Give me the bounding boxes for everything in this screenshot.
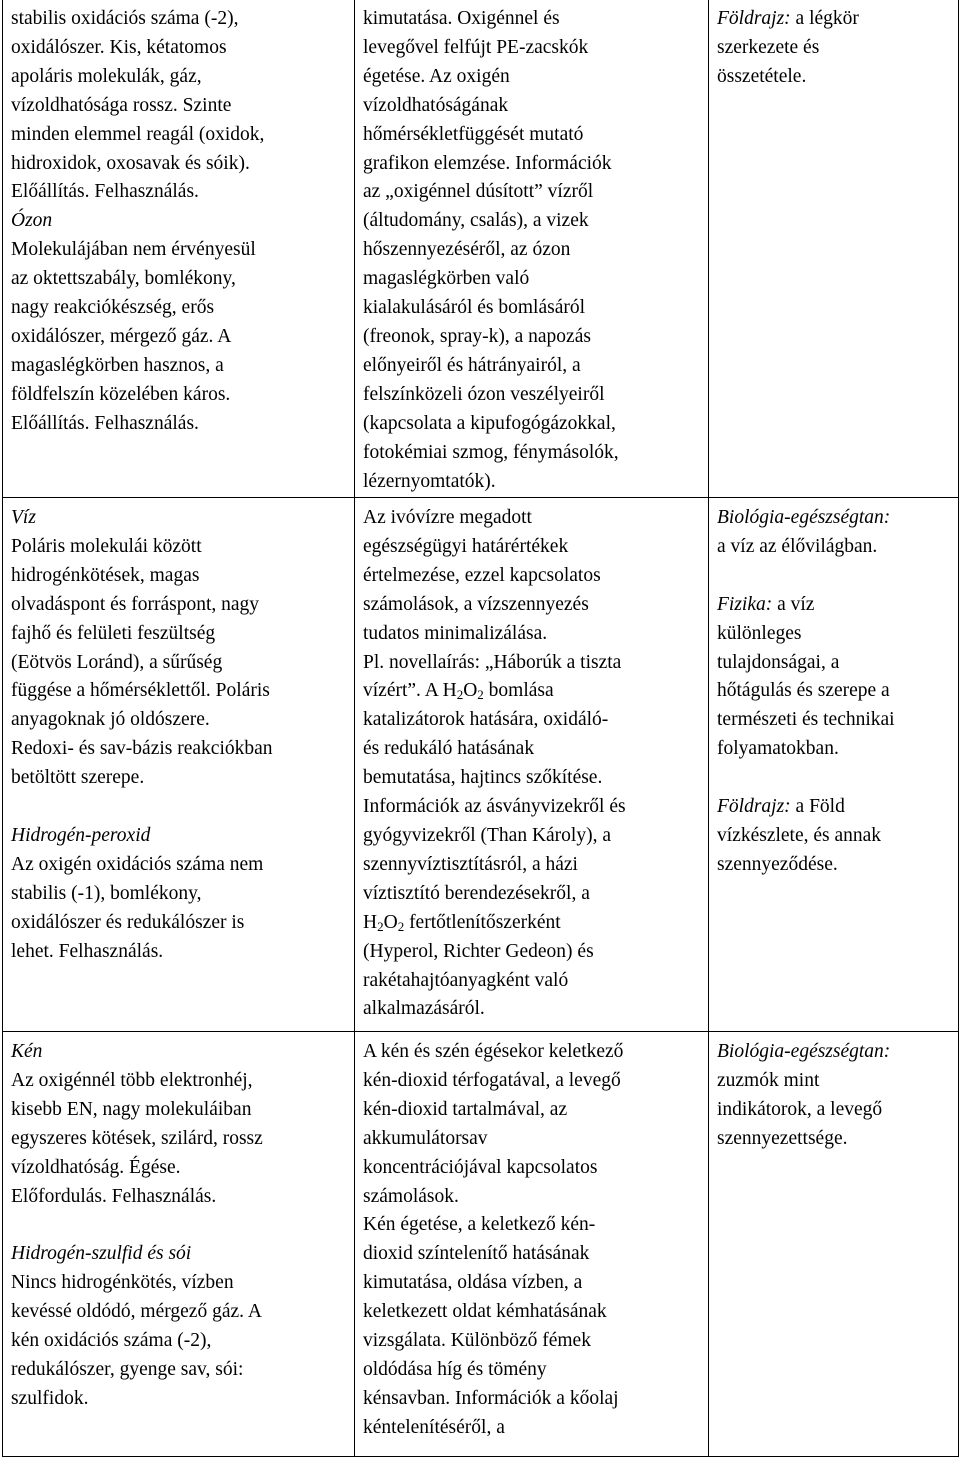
text-line: kevéssé oldódó, mérgező gáz. A	[11, 1301, 262, 1323]
text-line: dioxid színtelenítő hatásának	[363, 1243, 590, 1265]
text-line: az oktettszabály, bomlékony,	[11, 268, 236, 290]
section-heading-szulfid: Hidrogén-szulfid és sói	[11, 1243, 192, 1265]
curriculum-table	[2, 0, 959, 1457]
text-line: előnyeiről és hátrányairól, a	[363, 354, 581, 376]
text-line: anyagoknak jó oldószere.	[11, 709, 210, 731]
subscript: 2	[456, 687, 464, 703]
text-line: (kapcsolata a kipufogógázokkal,	[363, 412, 616, 434]
connections-cell	[709, 1032, 959, 1457]
text-fragment: O	[383, 911, 398, 933]
text-line: oxidálószer. Kis, kétatomos	[11, 36, 227, 58]
text-line: nagy reakciókészség, erős	[11, 297, 215, 319]
section-heading-ozon: Ózon	[11, 210, 53, 232]
text-line: Előállítás. Felhasználás.	[11, 412, 199, 434]
text-line: kimutatása, oldása vízben, a	[363, 1272, 583, 1294]
text-line: szennyeződése.	[717, 853, 838, 875]
table-row	[3, 0, 959, 498]
text-line: magaslégkörben hasznos, a	[11, 354, 224, 376]
text-line: redukálószer, gyenge sav, sói:	[11, 1358, 244, 1380]
text-line: zuzmók mint	[717, 1069, 820, 1091]
text-line: kénsavban. Információk a kőolaj	[363, 1387, 619, 1409]
text-line: oxidálószer, mérgező gáz. A	[11, 325, 232, 347]
text-line: indikátorok, a levegő	[717, 1098, 883, 1120]
text-fragment: vízért”. A H	[363, 680, 457, 702]
text-line: természeti és technikai	[717, 709, 895, 731]
content-cell	[3, 1032, 355, 1457]
subject-text: a légkör	[795, 8, 859, 29]
text-line: különleges	[717, 622, 802, 644]
text-line: keletkezett oldat kémhatásának	[363, 1301, 607, 1323]
text-line: vízoldhatósága rossz. Szinte	[11, 94, 232, 116]
text-line: lehet. Felhasználás.	[11, 940, 164, 962]
connections-cell	[709, 0, 959, 498]
text-line: víztisztító berendezésekről, a	[363, 882, 590, 904]
text-line: Kén égetése, a keletkező kén-	[363, 1214, 596, 1236]
text-line: égetése. Az oxigén	[363, 65, 510, 87]
text-line	[717, 591, 952, 620]
text-line	[717, 793, 952, 822]
text-line: az „oxigénnel dúsított” vízről	[363, 181, 594, 203]
content-cell	[3, 0, 355, 498]
text-line: hidroxidok, oxosavak és sóik).	[11, 152, 250, 174]
spacer	[717, 764, 952, 793]
text-line: a víz az élővilágban.	[717, 535, 878, 557]
text-line: kialakulásáról és bomlásáról	[363, 297, 586, 319]
table-row	[3, 1032, 959, 1457]
text-line: fajhő és felületi feszültség	[11, 622, 216, 644]
text-line: kén oxidációs száma (-2),	[11, 1330, 212, 1352]
text-line: grafikon elemzése. Információk	[363, 152, 612, 174]
text-line: kéntelenítéséről, a	[363, 1416, 505, 1438]
text-line: betöltött szerepe.	[11, 767, 145, 789]
text-fragment: O	[463, 680, 478, 702]
text-line: szulfidok.	[11, 1387, 89, 1409]
subject-label: Biológia-egészségtan:	[717, 507, 891, 528]
text-line: Előállítás. Felhasználás.	[11, 181, 199, 203]
text-line: hőmérsékletfüggését mutató	[363, 123, 584, 145]
text-line: stabilis (-1), bomlékony,	[11, 882, 202, 904]
text-line: Az ivóvízre megadott	[363, 507, 532, 528]
text-line: vízoldhatóságának	[363, 94, 509, 116]
content-cell	[3, 498, 355, 1032]
text-line: Molekulájában nem érvényesül	[11, 239, 256, 261]
text-line: földfelszín közelében káros.	[11, 383, 231, 405]
text-line	[363, 909, 702, 938]
table-row	[3, 498, 959, 1032]
text-line: apoláris molekulák, gáz,	[11, 65, 202, 87]
subject-label: Földrajz:	[717, 8, 791, 29]
section-heading-peroxid: Hidrogén-peroxid	[11, 824, 151, 846]
text-line	[363, 677, 702, 706]
subject-label: Fizika:	[717, 593, 773, 615]
text-line: katalizátorok hatására, oxidáló-	[363, 709, 609, 731]
subscript: 2	[477, 687, 484, 703]
text-fragment: H	[363, 911, 378, 933]
text-line: számolások, a vízszennyezés	[363, 593, 589, 615]
section-heading-viz: Víz	[11, 507, 36, 528]
text-line: (Hyperol, Richter Gedeon) és	[363, 940, 594, 962]
text-line: rakétahajtóanyagként való	[363, 969, 569, 991]
text-line: fotokémiai szmog, fénymásolók,	[363, 441, 619, 463]
text-line: tulajdonságai, a	[717, 651, 840, 673]
text-line: A kén és szén égésekor keletkező	[363, 1041, 624, 1062]
text-line: értelmezése, ezzel kapcsolatos	[363, 564, 601, 586]
text-line: folyamatokban.	[717, 738, 839, 760]
text-line: vízkészlete, és annak	[717, 824, 882, 846]
connections-cell	[709, 498, 959, 1032]
text-line: minden elemmel reagál (oxidok,	[11, 123, 265, 145]
text-line: Pl. novellaírás: „Háborúk a tiszta	[363, 651, 622, 673]
text-line: függése a hőmérséklettől. Poláris	[11, 680, 270, 702]
subject-text: a Föld	[795, 796, 845, 818]
text-line: kisebb EN, nagy molekuláiban	[11, 1098, 252, 1120]
text-line: hidrogénkötések, magas	[11, 564, 200, 586]
subscript: 2	[377, 918, 384, 934]
ozon-properties	[11, 236, 348, 438]
text-line: Előfordulás. Felhasználás.	[11, 1185, 217, 1207]
text-line: vízoldhatóság. Égése.	[11, 1156, 181, 1178]
text-line	[717, 5, 952, 34]
text-line: Poláris molekulái között	[11, 535, 202, 557]
text-line: akkumulátorsav	[363, 1127, 488, 1149]
subject-text: a víz	[777, 593, 815, 615]
text-line: lézernyomtatók).	[363, 470, 496, 492]
text-line: (freonok, spray-k), a napozás	[363, 325, 591, 347]
subject-label: Biológia-egészségtan:	[717, 1041, 891, 1062]
text-line: Az oxigénnél több elektronhéj,	[11, 1069, 253, 1091]
section-heading-ken: Kén	[11, 1041, 43, 1062]
text-line: olvadáspont és forráspont, nagy	[11, 593, 260, 615]
text-line: Redoxi- és sav-bázis reakciókban	[11, 738, 273, 760]
text-line: összetétele.	[717, 65, 807, 87]
text-line: kén-dioxid térfogatával, a levegő	[363, 1069, 621, 1091]
text-line: oldódása híg és tömény	[363, 1358, 547, 1380]
text-line: tudatos minimalizálása.	[363, 622, 548, 644]
spacer	[717, 562, 952, 591]
oxygen-properties	[11, 5, 348, 207]
activities-cell	[355, 0, 709, 498]
text-line: alkalmazásáról.	[363, 998, 485, 1020]
spacer	[11, 793, 348, 822]
text-fragment: fertőtlenítőszerként	[404, 911, 561, 933]
activities-cell	[355, 498, 709, 1032]
text-line: koncentrációjával kapcsolatos	[363, 1156, 598, 1178]
activities-cell	[355, 1032, 709, 1457]
text-line: levegővel felfújt PE-zacskók	[363, 36, 589, 58]
text-line: (Eötvös Loránd), a sűrűség	[11, 651, 223, 673]
text-line: hőtágulás és szerepe a	[717, 680, 890, 702]
text-line: egészségügyi határértékek	[363, 535, 569, 557]
text-line: számolások.	[363, 1185, 459, 1207]
text-line: bemutatása, hajtincs szőkítése.	[363, 767, 603, 789]
subscript: 2	[397, 918, 405, 934]
text-line: magaslégkörben való	[363, 268, 530, 290]
text-line: oxidálószer és redukálószer is	[11, 911, 245, 933]
text-line: Nincs hidrogénkötés, vízben	[11, 1272, 234, 1294]
text-fragment: bomlása	[483, 680, 554, 702]
text-line: gyógyvizekről (Than Károly), a	[363, 824, 611, 846]
spacer	[11, 1211, 348, 1240]
text-line: szerkezete és	[717, 36, 820, 58]
text-line: kimutatása. Oxigénnel és	[363, 8, 560, 29]
text-line: szennyvíztisztításról, a házi	[363, 853, 578, 875]
text-line: szennyezettsége.	[717, 1127, 848, 1149]
text-line: vizsgálata. Különböző fémek	[363, 1330, 591, 1352]
text-line: Az oxigén oxidációs száma nem	[11, 853, 264, 875]
text-line: stabilis oxidációs száma (-2),	[11, 8, 239, 29]
text-line: kén-dioxid tartalmával, az	[363, 1098, 568, 1120]
text-line: felszínközeli ózon veszélyeiről	[363, 383, 605, 405]
text-line: Információk az ásványvizekről és	[363, 796, 626, 818]
subject-label: Földrajz:	[717, 796, 791, 818]
text-line: (áltudomány, csalás), a vizek	[363, 210, 589, 232]
text-line: hőszennyezéséről, az ózon	[363, 239, 571, 261]
text-line: egyszeres kötések, szilárd, rossz	[11, 1127, 263, 1149]
text-line: és redukáló hatásának	[363, 738, 535, 760]
